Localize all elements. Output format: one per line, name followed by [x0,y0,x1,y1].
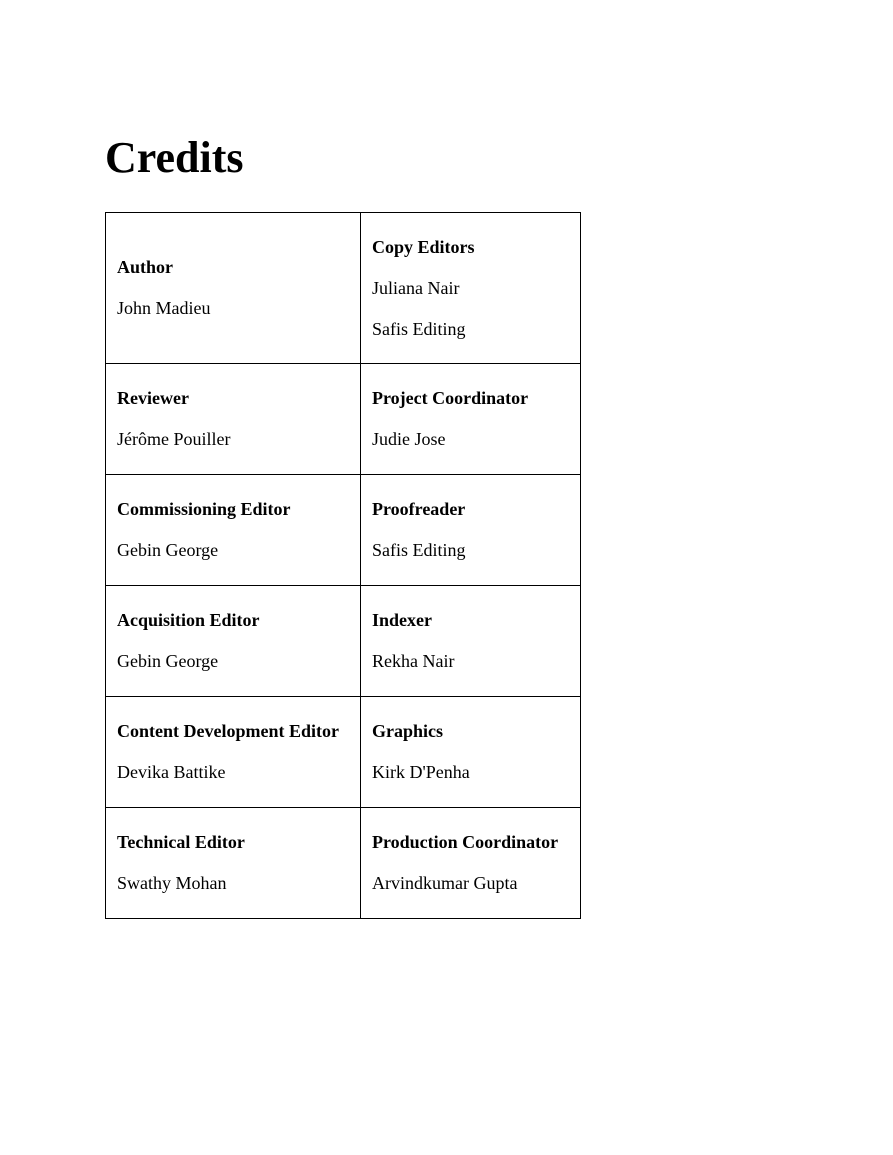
credit-cell-right [361,213,581,364]
credit-cell-right [361,586,581,697]
credit-role: Project Coordinator [372,388,529,408]
credit-cell-left [106,475,361,586]
credit-person-name: Juliana Nair [372,277,460,298]
credit-role: Content Development Editor [117,721,339,741]
credits-row [106,475,581,586]
credits-row [106,697,581,808]
credit-role: Technical Editor [117,832,245,852]
credits-row [106,808,581,919]
credits-row [106,364,581,475]
credit-person-name: Safis Editing [372,540,466,560]
credit-role: Copy Editors [372,236,475,257]
credit-role: Author [117,257,174,277]
credit-cell-left [106,586,361,697]
credit-person-name: Gebin George [117,651,219,671]
credit-role: Acquisition Editor [117,610,260,630]
credit-cell-left [106,808,361,919]
credit-person-name: Kirk D'Penha [372,762,470,782]
page-title: Credits [105,133,244,182]
credit-role: Production Coordinator [372,832,559,852]
credit-person-name: Jérôme Pouiller [117,429,231,449]
credits-row [106,586,581,697]
credits-row [106,213,581,364]
credit-cell-left [106,213,361,364]
credit-cell-right [361,697,581,808]
credit-role: Indexer [372,610,432,630]
credits-table [105,212,581,919]
credit-person-name: Judie Jose [372,429,446,449]
credit-cell-left [106,364,361,475]
credit-cell-left [106,697,361,808]
credit-cell-right [361,475,581,586]
credit-person-name: Safis Editing [372,318,466,339]
credit-person-name: Arvindkumar Gupta [372,873,518,893]
credit-role: Commissioning Editor [117,499,291,519]
credit-person-name: Rekha Nair [372,651,455,671]
credit-person-name: Devika Battike [117,762,226,782]
credit-role: Reviewer [117,388,189,408]
credit-cell-right [361,808,581,919]
credit-person-name: Swathy Mohan [117,873,227,893]
credit-role: Proofreader [372,499,466,519]
credit-person-name: Gebin George [117,540,219,560]
credit-role: Graphics [372,721,444,741]
credit-cell-right [361,364,581,475]
credit-person-name: John Madieu [117,298,211,318]
credits-table-body [106,213,581,919]
